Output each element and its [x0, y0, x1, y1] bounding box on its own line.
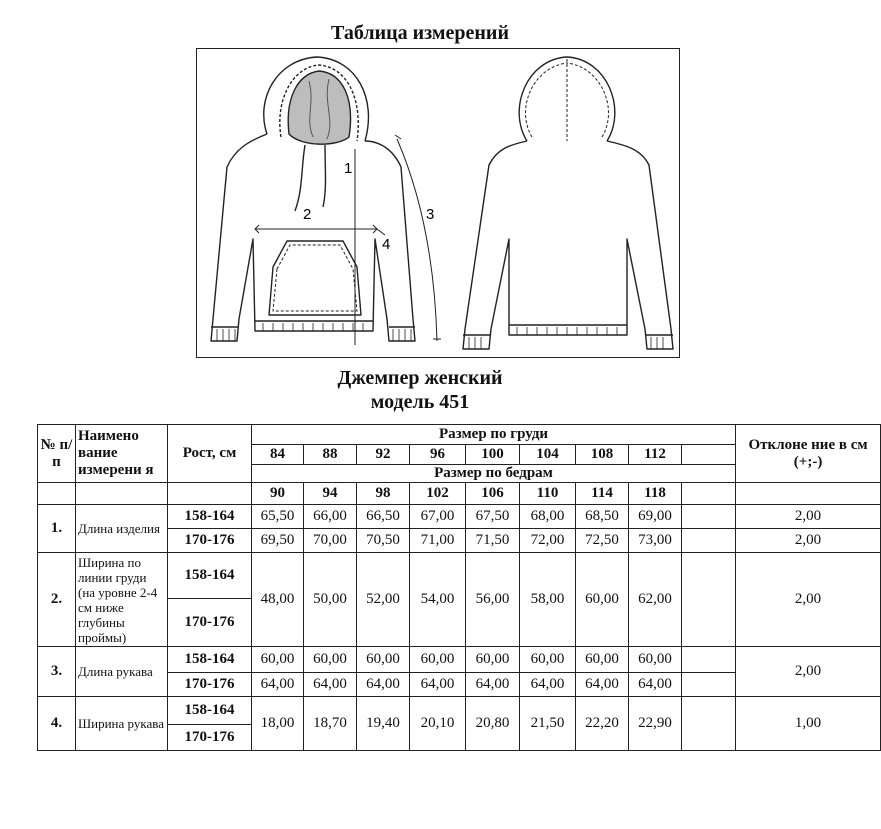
row-name: Ширина рукава	[76, 697, 168, 751]
value-cell: 67,00	[410, 505, 466, 529]
col-no-header: № п/ п	[38, 425, 76, 483]
hip-size: 114	[576, 483, 629, 505]
value-cell: 60,00	[304, 647, 357, 673]
value-cell: 60,00	[252, 647, 304, 673]
value-cell: 60,00	[576, 553, 629, 647]
value-cell: 70,00	[304, 529, 357, 553]
deviation-cell: 2,00	[736, 505, 881, 529]
value-cell: 69,50	[252, 529, 304, 553]
value-cell: 70,50	[357, 529, 410, 553]
row-height: 170-176	[168, 529, 252, 553]
hip-size: 90	[252, 483, 304, 505]
value-cell: 69,00	[629, 505, 682, 529]
row-height: 170-176	[168, 673, 252, 697]
value-cell: 68,50	[576, 505, 629, 529]
value-cell: 72,00	[520, 529, 576, 553]
hip-size: 110	[520, 483, 576, 505]
empty-cell	[682, 445, 736, 465]
value-cell: 21,50	[520, 697, 576, 751]
value-cell: 73,00	[629, 529, 682, 553]
value-cell: 54,00	[410, 553, 466, 647]
value-cell: 66,50	[357, 505, 410, 529]
hoodie-drawing	[197, 49, 681, 359]
deviation-header: Отклоне ние в см (+;-)	[736, 425, 881, 483]
row-height: 158-164	[168, 505, 252, 529]
hip-size: 106	[466, 483, 520, 505]
value-cell: 52,00	[357, 553, 410, 647]
value-cell: 60,00	[576, 647, 629, 673]
hip-size: 118	[629, 483, 682, 505]
value-cell: 58,00	[520, 553, 576, 647]
row-no: 4.	[38, 697, 76, 751]
page-title: Таблица измерений	[331, 22, 509, 44]
row-no: 2.	[38, 553, 76, 647]
value-cell: 66,00	[304, 505, 357, 529]
measure-label-3: 3	[426, 206, 435, 223]
value-cell: 60,00	[357, 647, 410, 673]
chest-size: 104	[520, 445, 576, 465]
chest-size: 88	[304, 445, 357, 465]
measure-label-1: 1	[344, 160, 353, 177]
value-cell: 65,50	[252, 505, 304, 529]
value-cell: 19,40	[357, 697, 410, 751]
row-height: 170-176	[168, 599, 252, 647]
value-cell: 64,00	[576, 673, 629, 697]
value-cell: 18,00	[252, 697, 304, 751]
value-cell: 56,00	[466, 553, 520, 647]
measure-label-4: 4	[382, 236, 391, 253]
value-cell: 60,00	[466, 647, 520, 673]
col-name-header: Наимено вание измерени я	[76, 425, 168, 483]
chest-size: 100	[466, 445, 520, 465]
row-height: 170-176	[168, 725, 252, 751]
value-cell: 64,00	[520, 673, 576, 697]
chest-size: 112	[629, 445, 682, 465]
value-cell: 60,00	[410, 647, 466, 673]
value-cell: 22,90	[629, 697, 682, 751]
product-name: Джемпер женский	[337, 367, 503, 389]
deviation-cell: 2,00	[736, 553, 881, 647]
row-height: 158-164	[168, 553, 252, 599]
deviation-cell: 1,00	[736, 697, 881, 751]
hip-size: 94	[304, 483, 357, 505]
model-name: модель 451	[370, 391, 470, 413]
row-name: Длина рукава	[76, 647, 168, 697]
value-cell: 68,00	[520, 505, 576, 529]
value-cell: 67,50	[466, 505, 520, 529]
value-cell: 50,00	[304, 553, 357, 647]
table-row	[38, 647, 881, 673]
hip-size: 98	[357, 483, 410, 505]
row-name: Длина изделия	[76, 505, 168, 553]
value-cell: 62,00	[629, 553, 682, 647]
value-cell: 64,00	[466, 673, 520, 697]
hip-size: 102	[410, 483, 466, 505]
row-no: 3.	[38, 647, 76, 697]
value-cell: 22,20	[576, 697, 629, 751]
chest-size: 92	[357, 445, 410, 465]
row-height: 158-164	[168, 697, 252, 725]
table-row	[38, 553, 881, 599]
table-row	[38, 505, 881, 529]
measure-label-2: 2	[303, 206, 312, 223]
table-row	[38, 697, 881, 725]
value-cell: 72,50	[576, 529, 629, 553]
row-no: 1.	[38, 505, 76, 553]
deviation-cell: 2,00	[736, 647, 881, 697]
chest-size: 96	[410, 445, 466, 465]
value-cell: 18,70	[304, 697, 357, 751]
value-cell: 64,00	[252, 673, 304, 697]
value-cell: 71,00	[410, 529, 466, 553]
value-cell: 64,00	[357, 673, 410, 697]
col-height-header: Рост, см	[168, 425, 252, 483]
value-cell: 64,00	[304, 673, 357, 697]
garment-figure	[196, 48, 680, 358]
value-cell: 71,50	[466, 529, 520, 553]
measurement-table	[37, 424, 881, 751]
chest-size: 84	[252, 445, 304, 465]
row-height: 158-164	[168, 647, 252, 673]
hip-size-header: Размер по бедрам	[252, 465, 736, 483]
value-cell: 60,00	[520, 647, 576, 673]
value-cell: 20,10	[410, 697, 466, 751]
value-cell: 20,80	[466, 697, 520, 751]
chest-size: 108	[576, 445, 629, 465]
value-cell: 60,00	[629, 647, 682, 673]
deviation-cell: 2,00	[736, 529, 881, 553]
value-cell: 64,00	[410, 673, 466, 697]
value-cell: 64,00	[629, 673, 682, 697]
chest-size-header: Размер по груди	[252, 425, 736, 445]
row-name: Ширина по линии груди (на уровне 2-4 см ниже глубины проймы)	[76, 553, 168, 647]
value-cell: 48,00	[252, 553, 304, 647]
